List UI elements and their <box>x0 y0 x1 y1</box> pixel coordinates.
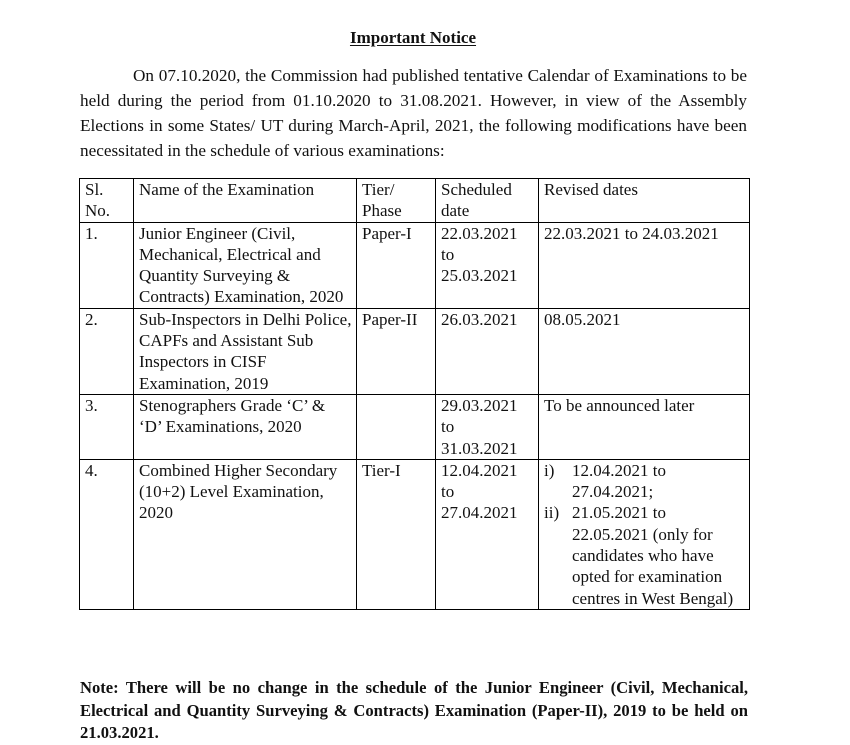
notice-title: Important Notice <box>349 28 477 47</box>
header-tier-phase: Tier/ Phase <box>357 179 436 223</box>
revised-item-text: 21.05.2021 to 22.05.2021 (only for candidates who have opted for examination centres in West Bengal) <box>572 503 734 608</box>
header-revised-dates: Revised dates <box>539 179 750 223</box>
header-exam-name: Name of the Examination <box>134 179 357 223</box>
table-row <box>80 308 750 394</box>
revised-item-text: 12.04.2021 to 27.04.2021; <box>572 460 666 502</box>
notice-intro-paragraph: On 07.10.2020, the Commission had published tentative Calendar of Examinations to be held during the period from 01.10.2020 to 31.08.2021. However, in view of the Assembly Elections in some States/ UT during March-April, 2021, the following modifications have been necessitated in the schedule of various examinations: <box>80 66 747 160</box>
row-exam-name: Stenographers Grade ‘C’ & ‘D’ Examinations, 2020 <box>134 394 357 459</box>
row-tier-phase <box>357 394 436 459</box>
table-row <box>80 222 750 308</box>
examination-schedule-table <box>79 178 750 610</box>
row-revised-date: 08.05.2021 <box>539 308 750 394</box>
row-sl-no: 3. <box>80 394 134 459</box>
header-sl-no: Sl. No. <box>80 179 134 223</box>
row-scheduled-date: 29.03.2021 to 31.03.2021 <box>436 394 539 459</box>
revised-item-marker: i) <box>544 460 555 480</box>
row-tier-phase: Paper-I <box>357 222 436 308</box>
row-scheduled-date: 26.03.2021 <box>436 308 539 394</box>
row-scheduled-date: 12.04.2021 to 27.04.2021 <box>436 459 539 609</box>
row-scheduled-date: 22.03.2021 to 25.03.2021 <box>436 222 539 308</box>
row-revised-date: To be announced later <box>539 394 750 459</box>
revised-date-item <box>544 502 745 608</box>
row-sl-no: 4. <box>80 459 134 609</box>
row-revised-dates-list <box>539 459 750 609</box>
header-scheduled-date: Scheduled date <box>436 179 539 223</box>
row-exam-name: Junior Engineer (Civil, Mechanical, Electrical and Quantity Surveying & Contracts) Examination, 2020 <box>134 222 357 308</box>
row-sl-no: 2. <box>80 308 134 394</box>
notice-footnote: Note: There will be no change in the schedule of the Junior Engineer (Civil, Mechanical, Electrical and Quantity Surveying & Contracts) Examination (Paper-II), 2019 to be held on 21.03.2021. <box>80 678 748 742</box>
row-tier-phase: Tier-I <box>357 459 436 609</box>
row-exam-name: Combined Higher Secondary (10+2) Level Examination, 2020 <box>134 459 357 609</box>
revised-date-item <box>544 460 745 503</box>
row-tier-phase: Paper-II <box>357 308 436 394</box>
revised-item-marker: ii) <box>544 503 560 523</box>
table-header-row <box>80 179 750 223</box>
table-row <box>80 459 750 609</box>
row-revised-date: 22.03.2021 to 24.03.2021 <box>539 222 750 308</box>
table-row <box>80 394 750 459</box>
row-sl-no: 1. <box>80 222 134 308</box>
row-exam-name: Sub-Inspectors in Delhi Police, CAPFs and Assistant Sub Inspectors in CISF Examination, 2019 <box>134 308 357 394</box>
